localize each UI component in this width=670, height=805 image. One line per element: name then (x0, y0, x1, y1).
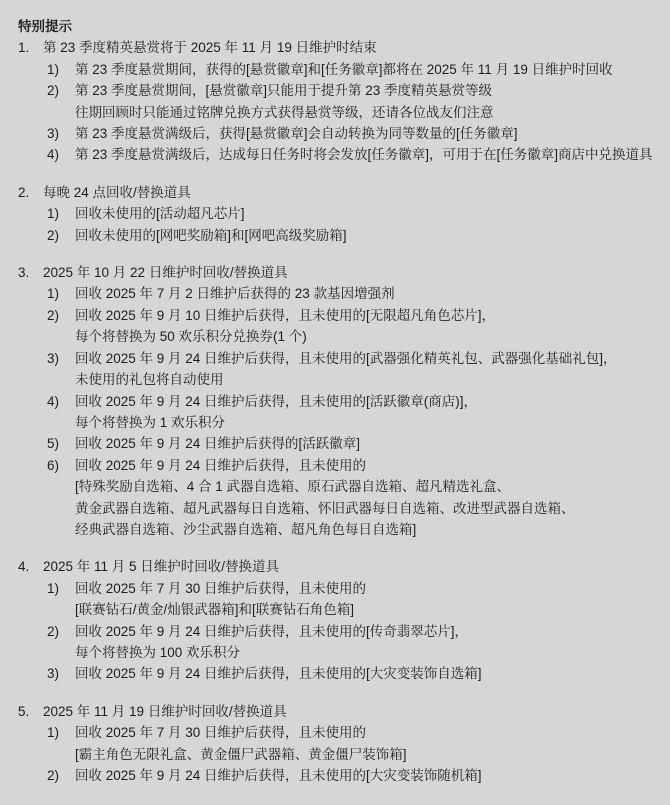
list-item-number: 1) (47, 286, 60, 302)
notice-section (18, 556, 656, 684)
list-item-text: 第 23 季度悬赏满级后，达成每日任务时将会发放[任务徽章]，可用于在[任务徽章]商店中兑换道具 (75, 147, 653, 163)
list-item-number: 3) (47, 350, 60, 366)
list-item-number: 1) (47, 725, 60, 741)
notice-section (18, 182, 656, 246)
list-item-text: 回收未使用的[活动超凡芯片] (75, 206, 245, 222)
section-number: 3. (18, 265, 30, 281)
list-item-text: 回收 2025 年 9 月 24 日维护后获得，且未使用的[武器强化精英礼包、武器强化基础礼包]， (75, 350, 617, 366)
section-header (18, 556, 656, 577)
list-item-continuation: 每个将替换为 50 欢乐积分兑换券(1 个) (75, 329, 307, 345)
list-item (47, 203, 656, 224)
section-title: 2025 年 10 月 22 日维护时回收/替换道具 (43, 265, 288, 281)
list-item-text: 回收 2025 年 9 月 24 日维护后获得，且未使用的[大灾变装饰自选箱] (75, 666, 482, 682)
list-item-text: 回收 2025 年 9 月 24 日维护后获得，且未使用的 (75, 457, 367, 473)
list-item-number: 1) (47, 580, 60, 596)
section-title: 第 23 季度精英悬赏将于 2025 年 11 月 19 日维护时结束 (43, 40, 377, 56)
section-title: 每晚 24 点回收/替换道具 (43, 184, 191, 200)
list-item-number: 3) (47, 666, 60, 682)
list-item-number: 6) (47, 457, 60, 473)
list-item (47, 433, 656, 454)
list-item (47, 578, 656, 599)
list-item-continuation: 未使用的礼包将自动使用 (75, 372, 224, 388)
section-title: 2025 年 11 月 19 日维护时回收/替换道具 (43, 703, 287, 719)
list-item-number: 2) (47, 83, 60, 99)
section-header (18, 701, 656, 722)
notice-section (18, 37, 656, 165)
section-number: 4. (18, 559, 30, 575)
list-item-continuation: [联赛钻石/黄金/灿银武器箱]和[联赛钻石角色箱] (75, 602, 355, 618)
list-item-continuation: 经典武器自选箱、沙尘武器自选箱、超凡角色每日自选箱] (75, 521, 417, 537)
list-item-text: 回收未使用的[网吧奖励箱]和[网吧高级奖励箱] (75, 227, 347, 243)
list-item-continuation: 每个将替换为 1 欢乐积分 (75, 414, 226, 430)
list-item-text: 回收 2025 年 9 月 24 日维护后获得，且未使用的[活跃徽章(商店)]， (75, 393, 478, 409)
list-item-continuation: [特殊奖励自选箱、4 合 1 武器自选箱、原石武器自选箱、超凡精选礼盒、 (75, 479, 511, 495)
list-item-continuation: [霸主角色无限礼盒、黄金僵尸武器箱、黄金僵尸装饰箱] (75, 746, 407, 762)
list-item-number: 3) (47, 126, 60, 142)
list-item-number: 2) (47, 227, 60, 243)
list-item-text: 回收 2025 年 9 月 10 日维护后获得，且未使用的[无限超凡角色芯片]， (75, 307, 496, 323)
list-item-text: 回收 2025 年 7 月 30 日维护后获得，且未使用的 (75, 725, 367, 741)
notice-section (18, 262, 656, 540)
list-item-continuation: 往期回顾时只能通过铭牌兑换方式获得悬赏等级，还请各位战友们注意 (75, 104, 494, 120)
list-item-number: 4) (47, 393, 60, 409)
list-item-number: 1) (47, 61, 60, 77)
section-header (18, 262, 656, 283)
section-number: 5. (18, 703, 30, 719)
list-item (47, 391, 656, 412)
list-item-text: 回收 2025 年 9 月 24 日维护后获得，且未使用的[大灾变装饰随机箱] (75, 768, 482, 783)
list-item-number: 1) (47, 206, 60, 222)
list-item (47, 765, 656, 786)
list-item (47, 348, 656, 369)
list-item (47, 305, 656, 326)
list-item-number: 5) (47, 436, 60, 452)
list-item (47, 722, 656, 743)
list-item-text: 第 23 季度悬赏期间，[悬赏徽章]只能用于提升第 23 季度精英悬赏等级 (75, 83, 493, 99)
list-item-text: 回收 2025 年 7 月 30 日维护后获得，且未使用的 (75, 580, 367, 596)
section-header (18, 37, 656, 58)
list-item (47, 80, 656, 101)
section-number: 1. (18, 40, 30, 56)
section-title: 2025 年 11 月 5 日维护时回收/替换道具 (43, 559, 280, 575)
list-item-text: 回收 2025 年 9 月 24 日维护后获得的[活跃徽章] (75, 436, 361, 452)
page-title: 特别提示 (18, 19, 72, 34)
list-item (47, 59, 656, 80)
notice-sections (18, 37, 656, 786)
list-item (47, 621, 656, 642)
list-item (47, 663, 656, 684)
list-item-text: 第 23 季度悬赏满级后，获得[悬赏徽章]会自动转换为同等数量的[任务徽章] (75, 126, 518, 142)
list-item-number: 2) (47, 623, 60, 639)
list-item-number: 2) (47, 768, 60, 783)
section-header (18, 182, 656, 203)
list-item-continuation: 黄金武器自选箱、超凡武器每日自选箱、怀旧武器每日自选箱、改进型武器自选箱、 (75, 500, 575, 516)
list-item-text: 回收 2025 年 7 月 2 日维护后获得的 23 款基因增强剂 (75, 286, 395, 302)
list-item-text: 第 23 季度悬赏期间，获得的[悬赏徽章]和[任务徽章]都将在 2025 年 11 月 19 日维护时回收 (75, 61, 613, 77)
list-item (47, 225, 656, 246)
list-item (47, 283, 656, 304)
list-item (47, 123, 656, 144)
notice-section (18, 701, 656, 787)
list-item (47, 455, 656, 476)
list-item-number: 4) (47, 147, 60, 163)
section-number: 2. (18, 184, 30, 200)
list-item-continuation: 每个将替换为 100 欢乐积分 (75, 644, 241, 660)
list-item (47, 144, 656, 165)
list-item-number: 2) (47, 307, 60, 323)
list-item-text: 回收 2025 年 9 月 24 日维护后获得，且未使用的[传奇翡翠芯片]， (75, 623, 469, 639)
